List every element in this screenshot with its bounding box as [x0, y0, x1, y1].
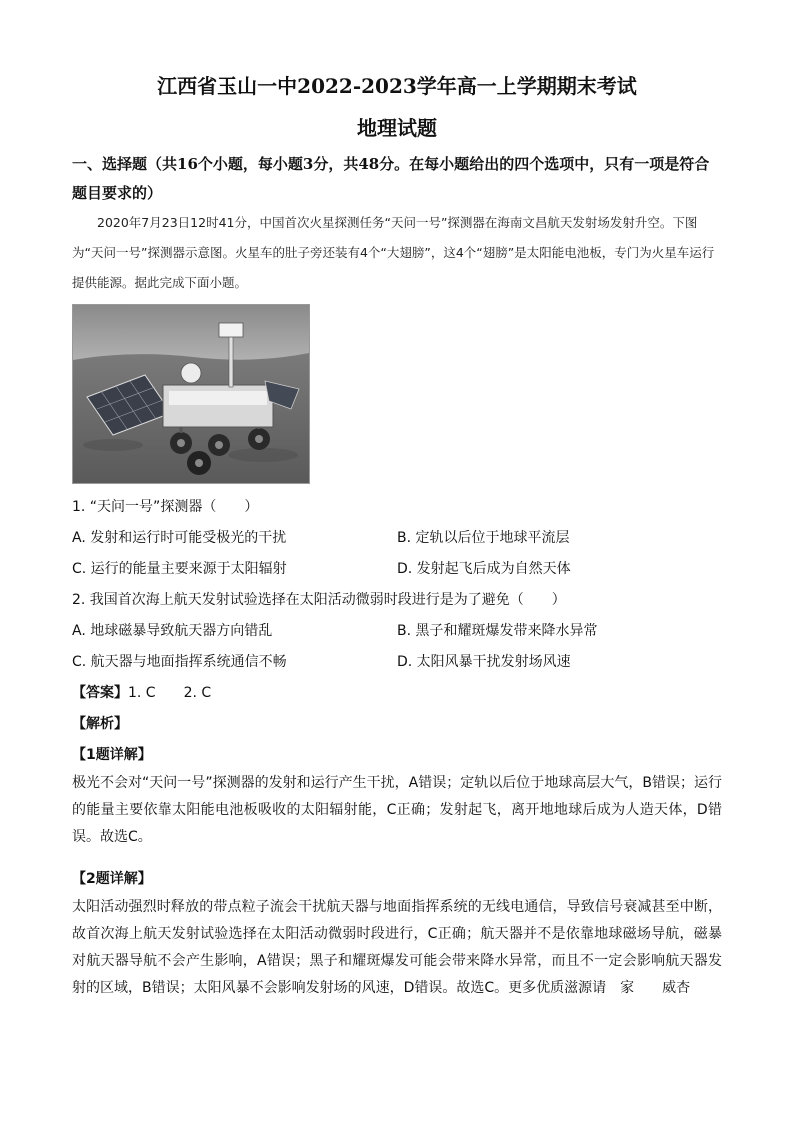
- rover-illustration: [73, 305, 309, 483]
- answer-text: 1. C 2. C: [128, 685, 212, 701]
- question-2-stem: 2. 我国首次海上航天发射试验选择在太阳活动微弱时段进行是为了避免（ ）: [72, 592, 566, 608]
- answer-label: 【答案】: [72, 685, 128, 701]
- question-2-option-b: B. 黑子和耀斑爆发带来降水异常: [397, 623, 598, 639]
- section-heading: 一、选择题（共16个小题，每小题3分，共48分。在每小题给出的四个选项中，只有一项是符合题目要求的）: [72, 155, 710, 202]
- question-intro: 2020年7月23日12时41分，中国首次火星探测任务“天问一号”探测器在海南文昌航天发射场发射升空。下图为“天问一号”探测器示意图。火星车的肚子旁还装有4个“大翅膀”，这4个“翅膀”是太阳能电池板，专门为火星车运行提供能源。据此完成下面小题。: [72, 215, 715, 290]
- analysis-label: 【解析】: [72, 716, 128, 732]
- question-2-option-a: A. 地球磁暴导致航天器方向错乱: [72, 623, 273, 639]
- question-1-option-d: D. 发射起飞后成为自然天体: [397, 561, 571, 577]
- question-2-option-c: C. 航天器与地面指挥系统通信不畅: [72, 654, 287, 670]
- page-title: 江西省玉山一中2022-2023学年高一上学期期末考试: [157, 74, 637, 98]
- question-1-option-c: C. 运行的能量主要来源于太阳辐射: [72, 561, 287, 577]
- q2-analysis-label: 【2题详解】: [72, 871, 152, 887]
- page-subtitle: 地理试题: [357, 116, 437, 140]
- mars-rover-photo: [72, 304, 310, 484]
- q1-analysis-label: 【1题详解】: [72, 747, 152, 763]
- q1-analysis-text: 极光不会对“天问一号”探测器的发射和运行产生干扰，A错误；定轨以后位于地球高层大气，B错误；运行的能量主要依靠太阳能电池板吸收的太阳辐射能，C正确；发射起飞，离开地地球后成为人造天体，D错误。故选C。: [72, 775, 722, 845]
- question-2-option-d: D. 太阳风暴干扰发射场风速: [397, 654, 571, 670]
- question-1-stem: 1. “天问一号”探测器（ ）: [72, 499, 259, 515]
- question-1-option-b: B. 定轨以后位于地球平流层: [397, 530, 570, 546]
- answer-line: [72, 682, 211, 702]
- q2-analysis-text: 太阳活动强烈时释放的带点粒子流会干扰航天器与地面指挥系统的无线电通信，导致信号衰减甚至中断，故首次海上航天发射试验选择在太阳活动微弱时段进行，C正确；航天器并不是依靠地球磁场导航，磁暴对航天器导航不会产生影响，A错误；黑子和耀斑爆发可能会带来降水异常，而且不一定会影响航天器发射的区域，B错误；太阳风暴不会影响发射场的风速，D错误。故选C。更多优质滋源请 家 威杏: [72, 899, 722, 996]
- question-1-option-a: A. 发射和运行时可能受极光的干扰: [72, 530, 287, 546]
